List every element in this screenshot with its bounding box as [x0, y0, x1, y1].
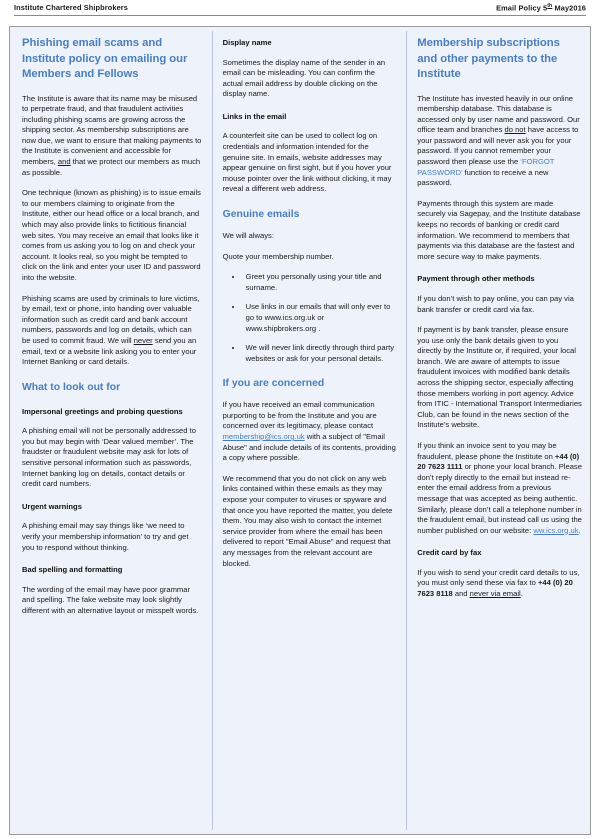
header-policy-prefix: Email Policy 5	[496, 3, 548, 13]
left-heading-urgent-warnings: Urgent warnings	[22, 501, 82, 511]
right-p1-underlined: do not	[504, 125, 526, 135]
never-via-email-emphasis: never via email	[469, 589, 521, 599]
column-right	[407, 27, 590, 834]
right-heading-other-payment-methods: Payment through other methods	[417, 274, 535, 284]
left-p1-underlined: and	[57, 157, 71, 167]
header-policy-date	[496, 3, 586, 12]
header-policy-month: May2016	[552, 3, 586, 13]
right-paragraph-1	[417, 94, 582, 189]
middle-genuine-email-list	[223, 272, 397, 364]
right-paragraph-pay-online: If you don’t wish to pay online, you can pay via bank transfer or credit card via fax.	[417, 293, 574, 314]
left-heading-bad-spelling: Bad spelling and formatting	[22, 565, 123, 575]
membership-email-link[interactable]: membership@ics.org.uk	[222, 432, 305, 442]
left-subtitle-what-to-look-out-for: What to look out for	[22, 381, 121, 393]
middle-concerned-part-a: If you have received an email communication purporting to be from the Institute and you are concerned over its legitimacy, please contact	[222, 400, 377, 431]
middle-heading-links-in-email: Links in the email	[222, 111, 287, 121]
right-fax-part-a: If you wish to send your credit card details to us, you must only send these via fax to	[417, 567, 580, 588]
left-section-title: Phishing email scams and Institute policy on emailing our Members and Fellows	[22, 37, 188, 80]
right-fax-part-c: .	[520, 589, 523, 599]
left-p3-underlined: never	[133, 335, 153, 345]
right-paragraph-fraudulent-invoice	[417, 441, 582, 536]
right-heading-credit-card-by-fax: Credit card by fax	[417, 548, 482, 558]
middle-paragraph-display-name: Sometimes the display name of the sender in an email can be misleading. You can confirm the actual email address by double clicking on the display name.	[222, 57, 386, 99]
right-paragraph-2: Payments through this system are made securely via Sagepay, and the Institute database keeps no records of banking or credit card information. We recommend to members that payments via this database are the fastest and more secure way to make payments.	[417, 198, 581, 261]
right-invoice-part-c: .	[578, 525, 581, 535]
right-invoice-part-a: If you think an invoice sent to you may be fraudulent, please phone the Institute on	[417, 441, 557, 461]
left-p1-part-b: that we protect our members as much as possible.	[22, 157, 201, 177]
right-p1-part-c: function to receive a new password.	[417, 167, 549, 188]
header-ordinal-suffix: th	[547, 3, 553, 9]
middle-subtitle-if-you-are-concerned: If you are concerned	[222, 378, 325, 390]
right-fax-part-b: and	[452, 589, 470, 599]
column-middle	[213, 27, 407, 834]
institute-fax-number: +44 (0) 20 7623 8118	[417, 578, 573, 599]
list-item: • Greet you personally using your title and surname.	[243, 272, 397, 293]
header-organisation: Institute Chartered Shipbrokers	[14, 3, 128, 12]
left-p1-part-a: The Institute is aware that its name may be misused to perpetrate fraud, and that fraudulent activities including phishing scams are growing across the shipping sector. As membership subscriptions are now due, we want to ensure that making payments to the Institute is convenient and accessible for members,	[22, 93, 202, 167]
right-p1-part-b: have access to your password and will never ask you for your password. If you cannot remember your password then please use the	[417, 125, 579, 167]
institute-phone-number: +44 (0) 20 7623 1111	[417, 451, 580, 472]
middle-paragraph-recommendation: We recommend that you do not click on any web links contained within these emails as they may expose your computer to viruses or spyware and that once you have reported the matter, you delete them. You may also wish to contact the internet service provider from where the email has been delivered to report "Email Abuse" and request that any messages from the relevant account are blocked.	[222, 473, 393, 568]
left-paragraph-impersonal: A phishing email will not be personally addressed to you but may begin with ‘Dear valued member’. The fraudster or fraudulent website may ask for lots of sensitive personal information such as passwords, Internet banking log on details, contact details or credit card numbers.	[22, 426, 196, 489]
institute-website-link[interactable]: ww.ics.org.uk	[533, 525, 579, 535]
left-paragraph-1	[22, 94, 202, 179]
content-panel	[9, 26, 591, 835]
left-p3-part-a: Phishing scams are used by criminals to lure victims, by email, text or phone, into handing over valuable information such as credit card and bank account numbers, passwords and log on details, which can be used to commit fraud. We will	[22, 293, 200, 345]
middle-paragraph-concerned	[223, 400, 397, 464]
left-paragraph-2: One technique (known as phishing) is to issue emails to our members claiming to originate from the Institute, either our head office or a local branch, and which may also provide links to fictitious financial web sites. You may receive an email that looks like it comes from us asking you to log on and check your account. It looks real, so you might be tempted to click on the link and enter your user ID and password into the website.	[22, 188, 201, 282]
right-paragraph-fax	[417, 568, 582, 600]
forgot-password-link[interactable]: ‘FORGOT PASSWORD’	[417, 157, 555, 177]
left-paragraph-urgent: A phishing email may say things like ‘we need to verify your membership information’ to try and get you to respond without thinking.	[22, 521, 189, 552]
left-p3-part-b: send you an email, text or a website link asking you to enter your Internet Banking or card details.	[22, 335, 197, 367]
left-paragraph-3	[22, 294, 202, 368]
middle-heading-display-name: Display name	[222, 38, 272, 47]
middle-concerned-part-b: with a subject of "Email Abuse" and include details of its contents, providing a copy where possible.	[222, 432, 396, 463]
right-invoice-part-b: or phone your local branch. Please don’t reply directly to the email but instead re-enter the email address from a previous message that was accepted as being authentic. Similarly, please don’t call a telephone number in the fraudulent email, but instead call us using the number published on our website:	[417, 462, 582, 535]
list-item: • Use links in our emails that will only ever to go to www.ics.org.uk or www.shipbrokers.org .	[243, 302, 397, 334]
left-heading-impersonal-greetings: Impersonal greetings and probing questions	[22, 406, 183, 416]
middle-subtitle-genuine-emails: Genuine emails	[222, 208, 300, 220]
middle-paragraph-we-will-always: We will always:	[222, 230, 274, 240]
right-section-title: Membership subscriptions and other payments to the Institute	[417, 37, 560, 80]
header-divider-rule	[14, 15, 586, 16]
middle-paragraph-quote-membership: Quote your membership number.	[222, 251, 334, 261]
right-paragraph-bank-transfer: If payment is by bank transfer, please ensure you use only the bank details given to you directly by the Institute or, if required, your local branch. We are aware of attempts to issue fraudulent invoices with modified bank details across the shipping sector, especially affecting those members working in port agency. Advice from ITIC - International Transport Intermediaries Club, can be found in the news section of the Institute’s website.	[417, 325, 582, 430]
page-header	[0, 0, 600, 12]
column-left	[10, 27, 212, 834]
middle-paragraph-links: A counterfeit site can be used to collect log on credentials and information intended for the genuine site. In emails, website addresses may appear genuine on first sight, but if you hover your mouse pointer over the link without clicking, it may reveal a different web address.	[222, 131, 392, 194]
left-paragraph-spelling: The wording of the email may have poor grammar and spelling. The fake website may look slightly different with an alternative layout or misspelt words.	[22, 584, 199, 615]
right-p1-part-a: The Institute has invested heavily in our online membership database. This database is accessed only by user name and password. Our office team and branches	[417, 93, 580, 135]
list-item: • We will never link directly through third party websites or ask for your personal details.	[243, 343, 397, 364]
